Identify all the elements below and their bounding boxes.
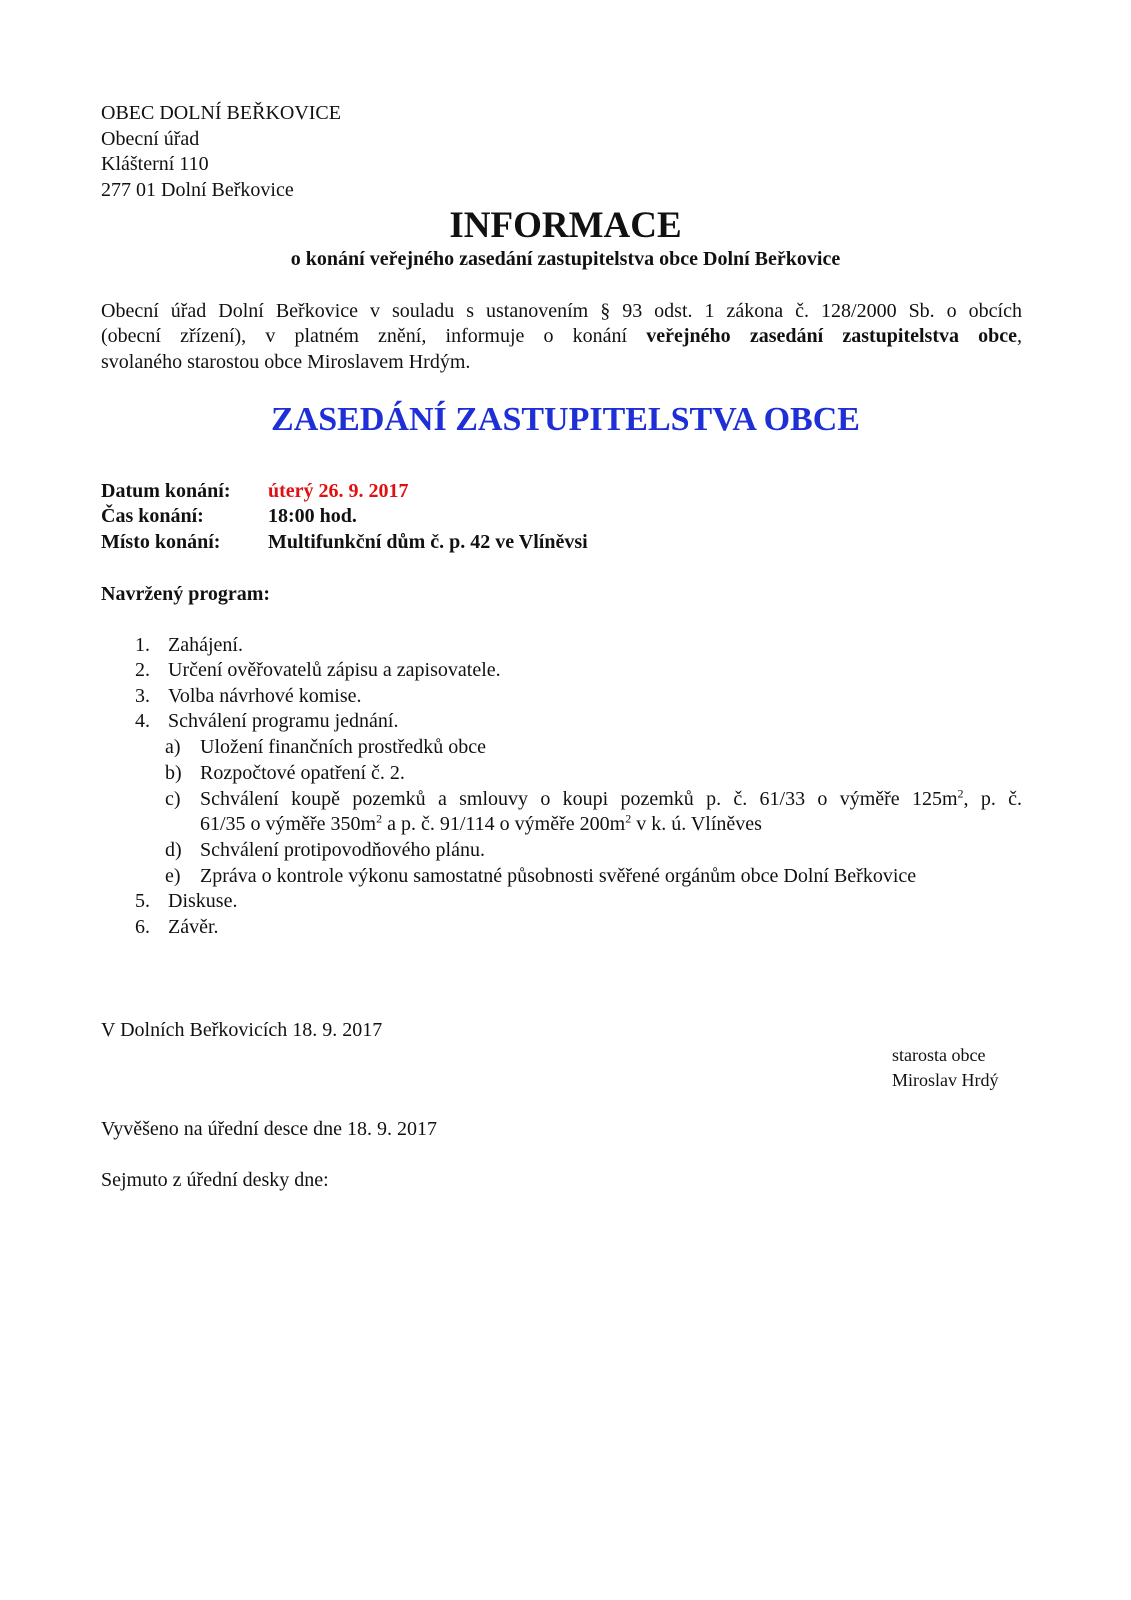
date-value: úterý 26. 9. 2017 <box>268 480 409 502</box>
item-text: Určení ověřovatelů zápisu a zapisovatele. <box>168 659 501 681</box>
superscript: 2 <box>376 811 383 826</box>
document-subtitle: o konání veřejného zasedání zastupitelstva obce Dolní Beřkovice <box>290 248 841 270</box>
sub-item-text: Rozpočtové opatření č. 2. <box>200 762 405 784</box>
document-title: INFORMACE <box>449 205 682 246</box>
date-label: Datum konání: <box>101 480 231 502</box>
item-number: 6. <box>135 916 150 938</box>
intro-bold: veřejného zasedání zastupitelstva obce <box>646 325 1017 347</box>
sub-item-letter: b) <box>165 762 182 784</box>
intro-line: svolaného starostou obce Miroslavem Hrdým. <box>101 351 471 373</box>
text: 61/35 o výměře 350m <box>200 813 377 835</box>
item-number: 3. <box>135 685 150 707</box>
signature-name: Miroslav Hrdý <box>892 1070 999 1090</box>
sub-item-text <box>200 787 1022 811</box>
item-text: Volba návrhové komise. <box>168 685 362 707</box>
sub-item-letter: d) <box>165 839 182 861</box>
item-text: Závěr. <box>168 916 219 938</box>
address-line: 277 01 Dolní Beřkovice <box>101 179 294 201</box>
signature-role: starosta obce <box>892 1045 986 1065</box>
intro-comma: , <box>1017 325 1022 347</box>
address-line: Obecní úřad <box>101 128 200 150</box>
sub-item-letter: e) <box>165 865 181 887</box>
time-value: 18:00 hod. <box>268 505 357 527</box>
sub-item-letter: c) <box>165 788 181 810</box>
intro-line: Obecní úřad Dolní Beřkovice v souladu s ustanovením § 93 odst. 1 zákona č. 128/2000 Sb. o obcích <box>101 300 1022 322</box>
item-number: 1. <box>135 634 150 656</box>
sub-item-text: Schválení protipovodňového plánu. <box>200 839 485 861</box>
intro-text: (obecní zřízení), v platném znění, informuje o konání <box>101 325 628 347</box>
text: , p. č. <box>963 788 1022 810</box>
item-text: Diskuse. <box>168 890 238 912</box>
sub-item-text: Zpráva o kontrole výkonu samostatné působnosti svěřené orgánům obce Dolní Beřkovice <box>200 865 917 887</box>
sub-item-text <box>200 812 762 836</box>
place-date: V Dolních Beřkovicích 18. 9. 2017 <box>101 1019 383 1041</box>
place-label: Místo konání: <box>101 531 221 553</box>
posted-note: Vyvěšeno na úřední desce dne 18. 9. 2017 <box>101 1118 438 1140</box>
item-number: 2. <box>135 659 150 681</box>
address-line: OBEC DOLNÍ BEŘKOVICE <box>101 102 341 124</box>
time-label: Čas konání: <box>101 505 204 527</box>
text: Schválení koupě pozemků a smlouvy o koupi pozemků p. č. 61/33 o výměře 125m <box>200 788 958 810</box>
item-text: Schválení programu jednání. <box>168 710 399 732</box>
text: v k. ú. Vlíněves <box>631 813 762 835</box>
sub-item-letter: a) <box>165 736 181 758</box>
place-value: Multifunkční dům č. p. 42 ve Vlíněvsi <box>268 531 588 553</box>
superscript: 2 <box>625 811 632 826</box>
superscript: 2 <box>957 786 964 801</box>
text: a p. č. 91/114 o výměře 200m <box>382 813 626 835</box>
sub-item-text: Uložení finančních prostředků obce <box>200 736 487 758</box>
removed-note: Sejmuto z úřední desky dne: <box>101 1169 329 1191</box>
item-number: 5. <box>135 890 150 912</box>
meeting-title: ZASEDÁNÍ ZASTUPITELSTVA OBCE <box>271 401 860 438</box>
intro-line <box>101 324 1022 348</box>
program-heading: Navržený program: <box>101 583 271 605</box>
item-number: 4. <box>135 710 150 732</box>
address-line: Klášterní 110 <box>101 153 209 175</box>
item-text: Zahájení. <box>168 634 243 656</box>
